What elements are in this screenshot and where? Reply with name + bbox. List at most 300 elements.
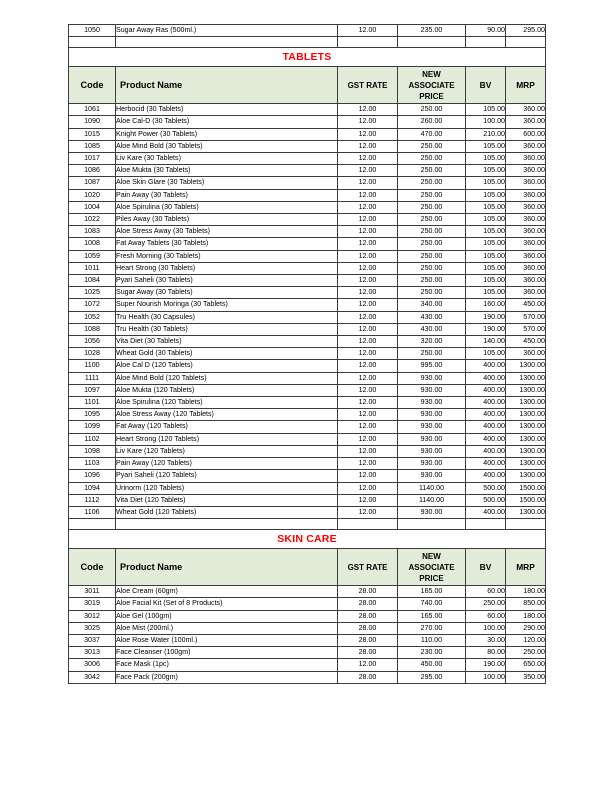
table-row xyxy=(69,104,546,116)
cell-gst-rate: 12.00 xyxy=(338,177,398,189)
cell-bv: 105.00 xyxy=(466,177,506,189)
cell-product-name: Pain Away (120 Tablets) xyxy=(116,458,338,470)
cell-mrp: 1300.00 xyxy=(506,372,546,384)
cell-product-name: Aloe Mind Bold (120 Tablets) xyxy=(116,372,338,384)
cell-mrp: 360.00 xyxy=(506,250,546,262)
cell-code: 1103 xyxy=(69,458,116,470)
cell-associate-price: 930.00 xyxy=(398,372,466,384)
cell-mrp: 360.00 xyxy=(506,275,546,287)
spacer-cell xyxy=(69,519,116,530)
cell-bv: 30.00 xyxy=(466,634,506,646)
spacer-row xyxy=(69,519,546,530)
cell-gst-rate: 12.00 xyxy=(338,348,398,360)
cell-gst-rate: 12.00 xyxy=(338,409,398,421)
column-header-product-name: Product Name xyxy=(116,67,338,104)
cell-associate-price: 250.00 xyxy=(398,177,466,189)
cell-gst-rate: 12.00 xyxy=(338,470,398,482)
spacer-cell xyxy=(466,519,506,530)
cell-gst-rate: 12.00 xyxy=(338,384,398,396)
table-row xyxy=(69,323,546,335)
cell-bv: 100.00 xyxy=(466,116,506,128)
cell-mrp: 350.00 xyxy=(506,671,546,683)
cell-associate-price: 250.00 xyxy=(398,140,466,152)
column-header-associate-price xyxy=(398,67,466,104)
cell-code: 3013 xyxy=(69,647,116,659)
cell-bv: 80.00 xyxy=(466,647,506,659)
cell-product-name: Vita Diet (30 Tablets) xyxy=(116,336,338,348)
cell-product-name: Wheat Gold (120 Tablets) xyxy=(116,506,338,518)
column-header-associate-price-line-2: ASSOCIATE xyxy=(408,562,455,572)
cell-bv: 190.00 xyxy=(466,323,506,335)
table-row xyxy=(69,397,546,409)
cell-product-name: Knight Power (30 Tablets) xyxy=(116,128,338,140)
cell-associate-price: 930.00 xyxy=(398,409,466,421)
cell-bv: 105.00 xyxy=(466,287,506,299)
spacer-cell xyxy=(69,37,116,48)
cell-mrp: 360.00 xyxy=(506,348,546,360)
spacer-cell xyxy=(116,37,338,48)
cell-product-name: Face Mask (1pc) xyxy=(116,659,338,671)
cell-mrp: 180.00 xyxy=(506,586,546,598)
section-banner xyxy=(69,530,546,549)
table-row xyxy=(69,482,546,494)
cell-code: 1106 xyxy=(69,506,116,518)
cell-mrp: 600.00 xyxy=(506,128,546,140)
cell-gst-rate: 28.00 xyxy=(338,610,398,622)
table-header-row xyxy=(69,549,546,586)
column-header-associate-price-line-2: ASSOCIATE xyxy=(408,80,455,90)
table-row xyxy=(69,336,546,348)
cell-code: 1011 xyxy=(69,262,116,274)
column-header-code: Code xyxy=(69,67,116,104)
cell-associate-price: 250.00 xyxy=(398,348,466,360)
cell-mrp: 1500.00 xyxy=(506,482,546,494)
cell-gst-rate: 12.00 xyxy=(338,250,398,262)
cell-product-name: Sugar Away (30 Tablets) xyxy=(116,287,338,299)
table-row xyxy=(69,421,546,433)
cell-gst-rate: 12.00 xyxy=(338,659,398,671)
cell-gst-rate: 12.00 xyxy=(338,482,398,494)
column-header-bv: BV xyxy=(466,549,506,586)
cell-bv: 105.00 xyxy=(466,226,506,238)
cell-product-name: Aloe Rose Water (100ml.) xyxy=(116,634,338,646)
cell-product-name: Wheat Gold (30 Tablets) xyxy=(116,348,338,360)
cell-bv: 400.00 xyxy=(466,372,506,384)
column-header-code: Code xyxy=(69,549,116,586)
cell-mrp: 360.00 xyxy=(506,140,546,152)
cell-product-name: Pyari Saheli (120 Tablets) xyxy=(116,470,338,482)
cell-mrp: 1300.00 xyxy=(506,470,546,482)
cell-bv: 400.00 xyxy=(466,433,506,445)
spacer-cell xyxy=(398,519,466,530)
table-row xyxy=(69,238,546,250)
cell-associate-price: 450.00 xyxy=(398,659,466,671)
cell-associate-price: 230.00 xyxy=(398,647,466,659)
cell-bv: 500.00 xyxy=(466,482,506,494)
cell-associate-price: 250.00 xyxy=(398,165,466,177)
cell-mrp: 360.00 xyxy=(506,201,546,213)
table-row xyxy=(69,671,546,683)
cell-gst-rate: 12.00 xyxy=(338,287,398,299)
cell-mrp: 850.00 xyxy=(506,598,546,610)
cell-product-name: Heart Strong (30 Tablets) xyxy=(116,262,338,274)
section-banner xyxy=(69,48,546,67)
table-row xyxy=(69,25,546,37)
cell-code: 1028 xyxy=(69,348,116,360)
cell-associate-price: 250.00 xyxy=(398,275,466,287)
cell-mrp: 360.00 xyxy=(506,262,546,274)
spacer-cell xyxy=(116,519,338,530)
table-row xyxy=(69,659,546,671)
cell-product-name: Aloe Mukta (30 Tablets) xyxy=(116,165,338,177)
cell-product-name: Aloe Cal D (120 Tablets) xyxy=(116,360,338,372)
cell-gst-rate: 12.00 xyxy=(338,494,398,506)
cell-bv: 105.00 xyxy=(466,250,506,262)
cell-bv: 400.00 xyxy=(466,397,506,409)
cell-product-name: Aloe Mind Bold (30 Tablets) xyxy=(116,140,338,152)
cell-code: 1020 xyxy=(69,189,116,201)
cell-gst-rate: 12.00 xyxy=(338,116,398,128)
cell-gst-rate: 12.00 xyxy=(338,25,398,37)
table-row xyxy=(69,275,546,287)
cell-associate-price: 430.00 xyxy=(398,323,466,335)
cell-associate-price: 930.00 xyxy=(398,433,466,445)
column-header-gst-rate: GST RATE xyxy=(338,67,398,104)
cell-bv: 400.00 xyxy=(466,506,506,518)
cell-product-name: Pain Away (30 Tablets) xyxy=(116,189,338,201)
cell-bv: 400.00 xyxy=(466,384,506,396)
cell-bv: 400.00 xyxy=(466,409,506,421)
cell-gst-rate: 12.00 xyxy=(338,165,398,177)
cell-gst-rate: 28.00 xyxy=(338,647,398,659)
cell-mrp: 360.00 xyxy=(506,287,546,299)
cell-gst-rate: 12.00 xyxy=(338,153,398,165)
cell-mrp: 570.00 xyxy=(506,311,546,323)
cell-mrp: 360.00 xyxy=(506,116,546,128)
cell-product-name: Liv Kare (30 Tablets) xyxy=(116,153,338,165)
cell-code: 1102 xyxy=(69,433,116,445)
cell-associate-price: 740.00 xyxy=(398,598,466,610)
section-title: SKIN CARE xyxy=(69,530,546,549)
cell-product-name: Face Pack (200gm) xyxy=(116,671,338,683)
column-header-associate-price-line-3: PRICE xyxy=(419,91,444,101)
cell-bv: 105.00 xyxy=(466,165,506,177)
cell-code: 3011 xyxy=(69,586,116,598)
cell-bv: 105.00 xyxy=(466,214,506,226)
cell-mrp: 360.00 xyxy=(506,214,546,226)
spacer-cell xyxy=(466,37,506,48)
cell-bv: 400.00 xyxy=(466,445,506,457)
cell-code: 1059 xyxy=(69,250,116,262)
cell-mrp: 1500.00 xyxy=(506,494,546,506)
cell-mrp: 360.00 xyxy=(506,165,546,177)
cell-code: 1052 xyxy=(69,311,116,323)
cell-gst-rate: 12.00 xyxy=(338,433,398,445)
cell-mrp: 295.00 xyxy=(506,25,546,37)
cell-bv: 105.00 xyxy=(466,153,506,165)
table-row xyxy=(69,226,546,238)
cell-associate-price: 250.00 xyxy=(398,226,466,238)
cell-associate-price: 250.00 xyxy=(398,189,466,201)
table-row xyxy=(69,128,546,140)
cell-gst-rate: 12.00 xyxy=(338,140,398,152)
cell-code: 1087 xyxy=(69,177,116,189)
table-row xyxy=(69,287,546,299)
cell-code: 1098 xyxy=(69,445,116,457)
column-header-associate-price-line-1: NEW xyxy=(422,551,441,561)
cell-bv: 400.00 xyxy=(466,421,506,433)
cell-product-name: Aloe Stress Away (120 Tablets) xyxy=(116,409,338,421)
cell-mrp: 1300.00 xyxy=(506,433,546,445)
cell-code: 1056 xyxy=(69,336,116,348)
table-row xyxy=(69,189,546,201)
cell-mrp: 1300.00 xyxy=(506,458,546,470)
cell-code: 1050 xyxy=(69,25,116,37)
cell-code: 3037 xyxy=(69,634,116,646)
column-header-gst-rate: GST RATE xyxy=(338,549,398,586)
cell-gst-rate: 12.00 xyxy=(338,128,398,140)
cell-gst-rate: 12.00 xyxy=(338,397,398,409)
table-row xyxy=(69,622,546,634)
cell-associate-price: 165.00 xyxy=(398,610,466,622)
cell-bv: 105.00 xyxy=(466,238,506,250)
column-header-mrp: MRP xyxy=(506,549,546,586)
cell-associate-price: 165.00 xyxy=(398,586,466,598)
cell-gst-rate: 12.00 xyxy=(338,226,398,238)
cell-mrp: 360.00 xyxy=(506,189,546,201)
section-title: TABLETS xyxy=(69,48,546,67)
spacer-cell xyxy=(506,37,546,48)
cell-bv: 105.00 xyxy=(466,104,506,116)
cell-mrp: 1300.00 xyxy=(506,360,546,372)
cell-gst-rate: 12.00 xyxy=(338,104,398,116)
cell-bv: 190.00 xyxy=(466,659,506,671)
cell-associate-price: 235.00 xyxy=(398,25,466,37)
cell-code: 1085 xyxy=(69,140,116,152)
cell-associate-price: 260.00 xyxy=(398,116,466,128)
table-row xyxy=(69,610,546,622)
cell-product-name: Piles Away (30 Tablets) xyxy=(116,214,338,226)
table-row xyxy=(69,262,546,274)
cell-associate-price: 930.00 xyxy=(398,458,466,470)
cell-product-name: Aloe Stress Away (30 Tablets) xyxy=(116,226,338,238)
cell-gst-rate: 12.00 xyxy=(338,506,398,518)
cell-code: 1086 xyxy=(69,165,116,177)
cell-bv: 105.00 xyxy=(466,201,506,213)
cell-code: 1004 xyxy=(69,201,116,213)
cell-associate-price: 930.00 xyxy=(398,421,466,433)
cell-gst-rate: 12.00 xyxy=(338,311,398,323)
cell-product-name: Urinorm (120 Tablets) xyxy=(116,482,338,494)
table-row xyxy=(69,384,546,396)
cell-code: 1022 xyxy=(69,214,116,226)
cell-gst-rate: 12.00 xyxy=(338,189,398,201)
cell-gst-rate: 12.00 xyxy=(338,275,398,287)
table-row xyxy=(69,372,546,384)
cell-associate-price: 250.00 xyxy=(398,287,466,299)
spacer-row xyxy=(69,37,546,48)
column-header-mrp: MRP xyxy=(506,67,546,104)
cell-bv: 210.00 xyxy=(466,128,506,140)
cell-mrp: 650.00 xyxy=(506,659,546,671)
cell-mrp: 1300.00 xyxy=(506,506,546,518)
cell-code: 1100 xyxy=(69,360,116,372)
table-row xyxy=(69,177,546,189)
column-header-bv: BV xyxy=(466,67,506,104)
table-row xyxy=(69,433,546,445)
cell-mrp: 1300.00 xyxy=(506,421,546,433)
cell-gst-rate: 12.00 xyxy=(338,299,398,311)
cell-code: 1101 xyxy=(69,397,116,409)
table-row xyxy=(69,445,546,457)
cell-mrp: 360.00 xyxy=(506,238,546,250)
cell-gst-rate: 12.00 xyxy=(338,421,398,433)
table-row xyxy=(69,214,546,226)
cell-mrp: 1300.00 xyxy=(506,384,546,396)
cell-gst-rate: 12.00 xyxy=(338,360,398,372)
cell-gst-rate: 12.00 xyxy=(338,372,398,384)
cell-product-name: Aloe Spirulina (30 Tablets) xyxy=(116,201,338,213)
cell-bv: 140.00 xyxy=(466,336,506,348)
table-row xyxy=(69,470,546,482)
cell-code: 1097 xyxy=(69,384,116,396)
cell-associate-price: 250.00 xyxy=(398,153,466,165)
spacer-cell xyxy=(338,519,398,530)
cell-product-name: Heart Strong (120 Tablets) xyxy=(116,433,338,445)
cell-gst-rate: 12.00 xyxy=(338,445,398,457)
table-header-row xyxy=(69,67,546,104)
cell-code: 1090 xyxy=(69,116,116,128)
cell-bv: 400.00 xyxy=(466,458,506,470)
table-row xyxy=(69,201,546,213)
cell-associate-price: 295.00 xyxy=(398,671,466,683)
cell-mrp: 180.00 xyxy=(506,610,546,622)
cell-product-name: Pyari Saheli (30 Tablets) xyxy=(116,275,338,287)
cell-bv: 105.00 xyxy=(466,348,506,360)
cell-product-name: Tru Health (30 Capsules) xyxy=(116,311,338,323)
cell-associate-price: 930.00 xyxy=(398,384,466,396)
cell-gst-rate: 28.00 xyxy=(338,634,398,646)
spacer-cell xyxy=(398,37,466,48)
table-row xyxy=(69,409,546,421)
price-list-table xyxy=(68,24,546,684)
table-row xyxy=(69,634,546,646)
cell-associate-price: 320.00 xyxy=(398,336,466,348)
cell-product-name: Herbocid (30 Tablets) xyxy=(116,104,338,116)
cell-gst-rate: 12.00 xyxy=(338,262,398,274)
cell-associate-price: 250.00 xyxy=(398,262,466,274)
cell-code: 1008 xyxy=(69,238,116,250)
table-row xyxy=(69,153,546,165)
cell-code: 3025 xyxy=(69,622,116,634)
cell-gst-rate: 28.00 xyxy=(338,671,398,683)
cell-mrp: 360.00 xyxy=(506,226,546,238)
cell-code: 1017 xyxy=(69,153,116,165)
cell-product-name: Aloe Cal-D (30 Tablets) xyxy=(116,116,338,128)
cell-code: 1096 xyxy=(69,470,116,482)
cell-code: 3012 xyxy=(69,610,116,622)
table-row xyxy=(69,506,546,518)
table-row xyxy=(69,250,546,262)
cell-product-name: Tru Health (30 Tablets) xyxy=(116,323,338,335)
cell-bv: 250.00 xyxy=(466,598,506,610)
cell-product-name: Aloe Mist (200ml.) xyxy=(116,622,338,634)
table-row xyxy=(69,598,546,610)
cell-gst-rate: 28.00 xyxy=(338,586,398,598)
column-header-associate-price-line-3: PRICE xyxy=(419,573,444,583)
column-header-associate-price xyxy=(398,549,466,586)
table-row xyxy=(69,311,546,323)
cell-code: 1095 xyxy=(69,409,116,421)
cell-bv: 400.00 xyxy=(466,470,506,482)
cell-mrp: 290.00 xyxy=(506,622,546,634)
cell-mrp: 570.00 xyxy=(506,323,546,335)
table-row xyxy=(69,299,546,311)
spacer-cell xyxy=(338,37,398,48)
cell-bv: 100.00 xyxy=(466,671,506,683)
cell-product-name: Super Nourish Moringa (30 Tablets) xyxy=(116,299,338,311)
cell-associate-price: 430.00 xyxy=(398,311,466,323)
cell-mrp: 1300.00 xyxy=(506,445,546,457)
cell-gst-rate: 28.00 xyxy=(338,622,398,634)
cell-code: 1094 xyxy=(69,482,116,494)
cell-associate-price: 930.00 xyxy=(398,470,466,482)
cell-mrp: 1300.00 xyxy=(506,409,546,421)
cell-gst-rate: 12.00 xyxy=(338,336,398,348)
cell-gst-rate: 12.00 xyxy=(338,238,398,250)
cell-associate-price: 995.00 xyxy=(398,360,466,372)
cell-code: 1083 xyxy=(69,226,116,238)
cell-product-name: Sugar Away Ras (500ml.) xyxy=(116,25,338,37)
cell-associate-price: 930.00 xyxy=(398,397,466,409)
cell-associate-price: 250.00 xyxy=(398,238,466,250)
cell-associate-price: 250.00 xyxy=(398,201,466,213)
cell-mrp: 450.00 xyxy=(506,336,546,348)
cell-associate-price: 250.00 xyxy=(398,250,466,262)
cell-code: 3006 xyxy=(69,659,116,671)
table-row xyxy=(69,348,546,360)
cell-mrp: 450.00 xyxy=(506,299,546,311)
cell-bv: 105.00 xyxy=(466,140,506,152)
table-row xyxy=(69,647,546,659)
cell-bv: 190.00 xyxy=(466,311,506,323)
cell-product-name: Aloe Cream (60gm) xyxy=(116,586,338,598)
cell-code: 3042 xyxy=(69,671,116,683)
cell-product-name: Fat Away Tablets (30 Tablets) xyxy=(116,238,338,250)
cell-associate-price: 930.00 xyxy=(398,445,466,457)
cell-gst-rate: 28.00 xyxy=(338,598,398,610)
cell-code: 1072 xyxy=(69,299,116,311)
cell-associate-price: 470.00 xyxy=(398,128,466,140)
cell-mrp: 120.00 xyxy=(506,634,546,646)
table-row xyxy=(69,494,546,506)
cell-mrp: 360.00 xyxy=(506,153,546,165)
cell-product-name: Fresh Morning (30 Tablets) xyxy=(116,250,338,262)
cell-product-name: Aloe Facial Kit (Set of 8 Products) xyxy=(116,598,338,610)
cell-mrp: 360.00 xyxy=(506,104,546,116)
cell-code: 1099 xyxy=(69,421,116,433)
cell-code: 1112 xyxy=(69,494,116,506)
cell-mrp: 250.00 xyxy=(506,647,546,659)
cell-product-name: Liv Kare (120 Tablets) xyxy=(116,445,338,457)
column-header-product-name: Product Name xyxy=(116,549,338,586)
cell-code: 1015 xyxy=(69,128,116,140)
cell-product-name: Vita Diet (120 Tablets) xyxy=(116,494,338,506)
cell-associate-price: 250.00 xyxy=(398,104,466,116)
cell-mrp: 360.00 xyxy=(506,177,546,189)
cell-product-name: Aloe Gel (100gm) xyxy=(116,610,338,622)
cell-associate-price: 1140.00 xyxy=(398,482,466,494)
